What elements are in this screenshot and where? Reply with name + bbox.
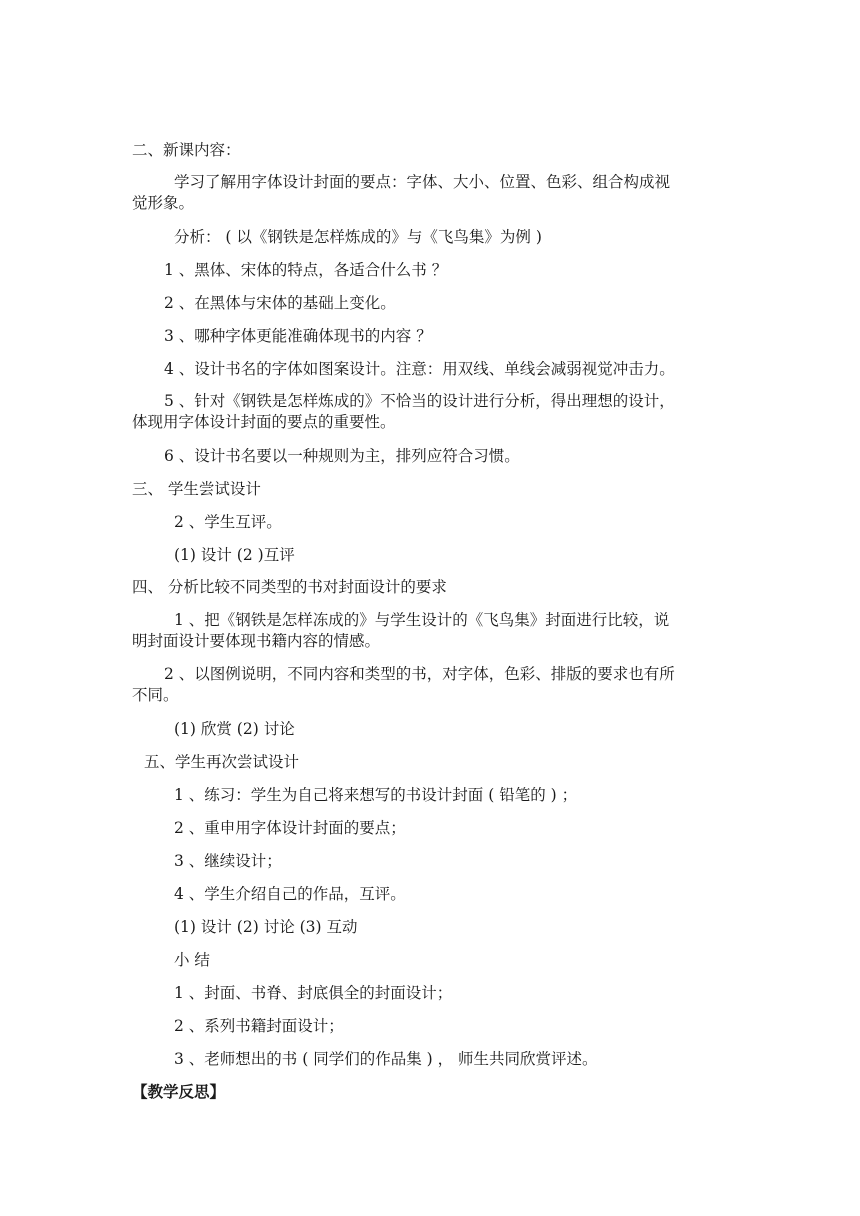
section-heading-5: 五、学生再次尝试设计 <box>144 753 300 771</box>
list-item: 4 、学生介绍自己的作品，互评。 <box>174 885 406 903</box>
list-item: 6 、设计书名要以一种规则为主，排列应符合习惯。 <box>164 447 520 465</box>
list-item: 2 、系列书籍封面设计； <box>174 1017 344 1035</box>
list-item: (1) 设计 (2 )互评 <box>174 546 295 564</box>
list-item: 2 、重申用字体设计封面的要点； <box>174 819 406 837</box>
list-item: 5 、针对《钢铁是怎样炼成的》不恰当的设计进行分析，得出理想的设计， <box>164 392 675 410</box>
list-item-continued: 不同。 <box>132 686 179 704</box>
list-item-continued: 明封面设计要体现书籍内容的情感。 <box>132 632 381 650</box>
list-item: (1) 设计 (2) 讨论 (3) 互动 <box>174 918 358 936</box>
section-heading-2: 二、新课内容： <box>132 141 241 159</box>
section-heading-4: 四、 分析比较不同类型的书对封面设计的要求 <box>132 578 447 596</box>
list-item: 3 、哪种字体更能准确体现书的内容 ？ <box>164 327 432 345</box>
summary-title: 小 结 <box>174 951 210 969</box>
list-item: 2 、在黑体与宋体的基础上变化。 <box>164 294 396 312</box>
intro-text-continued: 觉形象。 <box>132 194 195 212</box>
list-item: 3 、继续设计； <box>174 852 282 870</box>
list-item: 3 、老师想出的书 ( 同学们的作品集 ) ， 师生共同欣赏评述。 <box>174 1050 598 1068</box>
list-item: (1) 欣赏 (2) 讨论 <box>174 720 295 738</box>
list-item-continued: 体现用字体设计封面的要点的重要性。 <box>132 413 396 431</box>
section-heading-3: 三、 学生尝试设计 <box>132 480 261 498</box>
list-item: 1 、练习：学生为自己将来想写的书设计封面 ( 铅笔的 ) ； <box>174 786 578 804</box>
list-item: 1 、把《钢铁是怎样冻成的》与学生设计的《飞鸟集》封面进行比较，说 <box>174 611 670 629</box>
list-item: 2 、以图例说明，不同内容和类型的书，对字体，色彩、排版的要求也有所 <box>164 665 675 683</box>
list-item: 4 、设计书名的字体如图案设计。注意：用双线、单线会减弱视觉冲击力。 <box>164 360 675 378</box>
list-item: 1 、黑体、宋体的特点，各适合什么书 ？ <box>164 261 448 279</box>
list-item: 1 、封面、书脊、封底俱全的封面设计； <box>174 984 453 1002</box>
list-item: 2 、学生互评。 <box>174 513 282 531</box>
analysis-text: 分析： ( 以《钢铁是怎样炼成的》与《飞鸟集》为例 ) <box>174 228 542 246</box>
intro-text: 学习了解用字体设计封面的要点：字体、大小、位置、色彩、组合构成视 <box>174 173 671 191</box>
reflection-heading: 【教学反思】 <box>132 1082 226 1101</box>
